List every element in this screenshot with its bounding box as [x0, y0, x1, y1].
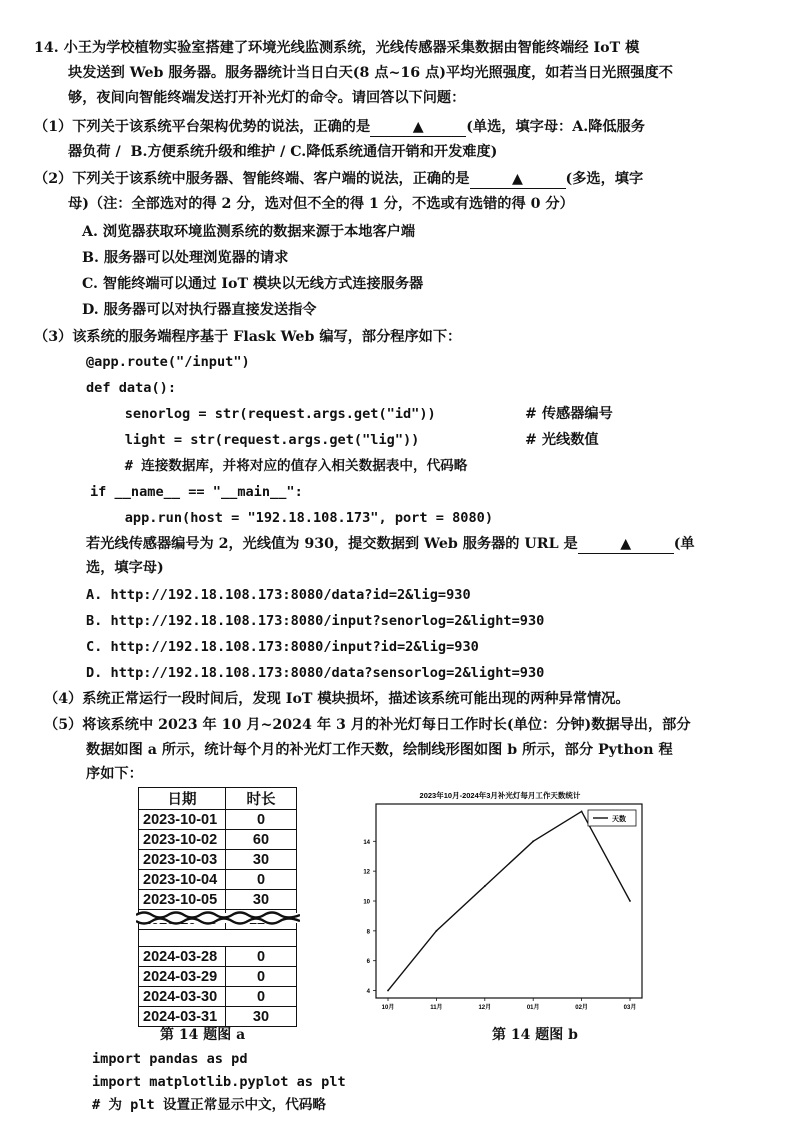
chart-data-point: [484, 885, 486, 887]
q5-line-1: （5）将该系统中 2023 年 10 月~2024 年 3 月的补光灯每日工作时长(单位：分钟)数据导出，部分: [44, 717, 691, 733]
cell-date: 2024-03-30: [139, 987, 226, 1007]
chart-ytick-label: 10: [363, 899, 370, 906]
q2-option-c: C. 智能终端可以通过 IoT 模块以无线方式连接服务器: [82, 276, 424, 292]
code-line-4: light = str(request.args.get("lig")): [92, 432, 420, 448]
q1-answer-blank[interactable]: ▲: [370, 118, 466, 137]
q3-ask-line-2: 选，填字母): [86, 560, 164, 576]
q2-option-d: D. 服务器可以对执行器直接发送指令: [82, 302, 317, 318]
q2-option-a: A. 浏览器获取环境监测系统的数据来源于本地客户端: [82, 224, 416, 240]
q4-text: （4）系统正常运行一段时间后，发现 IoT 模块损坏，描述该系统可能出现的两种异常情况。: [44, 691, 630, 707]
chart-plot-frame: [376, 804, 642, 998]
cell-duration: 0: [226, 870, 297, 890]
chart-data-point: [581, 811, 583, 813]
table-row: [139, 890, 297, 910]
question-line-3: 够，夜间向智能终端发送打开补光灯的命令。请回答以下问题：: [68, 90, 466, 106]
q3-intro: （3）该系统的服务端程序基于 Flask Web 编写，部分程序如下：: [34, 329, 462, 345]
q3-option-c: C. http://192.18.108.173:8080/input?id=2&lig=930: [86, 639, 479, 655]
table-header-row: [139, 788, 297, 810]
code-tail-line-1: import pandas as pd: [92, 1051, 248, 1067]
table-header-date: 日期: [139, 788, 226, 810]
chart-xtick-label: 12月: [478, 1005, 492, 1011]
code-comment-sensor: # 传感器编号: [525, 406, 613, 422]
chart-xtick-label: 11月: [430, 1005, 443, 1011]
q1-line-2: 器负荷 / B.方便系统升级和维护 / C.降低系统通信开销和开发难度): [68, 144, 498, 160]
cell-duration: 0: [226, 810, 297, 830]
cell-duration: 30: [226, 890, 297, 910]
code-line-7: app.run(host = "192.18.108.173", port = 8080): [92, 510, 494, 526]
q3-ask-text: 若光线传感器编号为 2，光线值为 930，提交数据到 Web 服务器的 URL 是: [86, 536, 578, 552]
line-chart: [350, 782, 650, 1016]
table-row: [139, 947, 297, 967]
q5-line-3: 序如下：: [86, 766, 143, 782]
figure-a-caption: 第 14 题图 a: [160, 1027, 246, 1043]
code-tail-line-2: import matplotlib.pyplot as plt: [92, 1074, 346, 1090]
chart-legend: [588, 810, 636, 826]
chart-xtick-label: 03月: [623, 1005, 637, 1011]
chart-series-line: [388, 811, 630, 990]
q3-option-a: A. http://192.18.108.173:8080/data?id=2&lig=930: [86, 587, 471, 603]
q2-line: [34, 169, 643, 189]
chart-xtick-label: 10月: [381, 1005, 395, 1011]
table-row: [139, 987, 297, 1007]
chart-legend-label: 天数: [612, 816, 626, 823]
table-row: [139, 850, 297, 870]
cell-duration: 60: [226, 830, 297, 850]
q2-option-b: B. 服务器可以处理浏览器的请求: [82, 250, 289, 266]
cell-date: 2024-03-29: [139, 967, 226, 987]
cell-date: 2024-03-31: [139, 1007, 226, 1027]
duration-table: [138, 787, 297, 1027]
q1-line: [34, 117, 645, 137]
code-line-1: @app.route("/input"): [86, 354, 250, 370]
table-header-duration: 时长: [226, 788, 297, 810]
q2-hint: (多选，填字: [565, 171, 644, 187]
cell-date: 2023-10-04: [139, 870, 226, 890]
chart-xtick-label: 02月: [575, 1005, 588, 1011]
question-line-2: 块发送到 Web 服务器。服务器统计当日白天(8 点~16 点)平均光照强度，如若当日光照强度不: [68, 65, 673, 81]
cell-date: 2024-03-28: [139, 947, 226, 967]
cell-date: 2023-10-03: [139, 850, 226, 870]
code-line-6: if __name__ == "__main__":: [90, 484, 303, 500]
chart-ytick-label: 4: [366, 989, 370, 996]
table-row: [139, 870, 297, 890]
cell-duration: 0: [226, 987, 297, 1007]
table-break-mark: [136, 909, 300, 927]
chart-ytick-label: 12: [363, 869, 370, 876]
cell-date: 2023-10-05: [139, 890, 226, 910]
code-line-5: # 连接数据库，并将对应的值存入相关数据表中，代码略: [92, 458, 468, 474]
q3-ask: [86, 534, 695, 554]
q2-line-2: 母)（注：全部选对的得 2 分，选对但不全的得 1 分，不选或有选错的得 0 分）: [68, 196, 574, 212]
code-comment-light: # 光线数值: [525, 432, 599, 448]
table-gap-row: [139, 930, 297, 947]
q3-option-b: B. http://192.18.108.173:8080/input?senorlog=2&light=930: [86, 613, 545, 629]
cell-duration: 0: [226, 947, 297, 967]
table-row: [139, 810, 297, 830]
chart-ytick-label: 8: [366, 929, 370, 936]
chart-data-point: [532, 840, 534, 842]
q2-text: （2）下列关于该系统中服务器、智能终端、客户端的说法，正确的是: [34, 171, 470, 187]
q2-answer-blank[interactable]: ▲: [470, 170, 566, 189]
cell-duration: 30: [226, 1007, 297, 1027]
q3-ask-hint: (单: [673, 536, 695, 552]
cell-duration: 0: [226, 967, 297, 987]
chart-ytick-label: 14: [363, 839, 370, 846]
cell-date: 2023-10-02: [139, 830, 226, 850]
chart-title: 2023年10月-2024年3月补光灯每月工作天数统计: [419, 791, 581, 800]
chart-data-point: [629, 900, 631, 902]
q3-answer-blank[interactable]: ▲: [578, 535, 674, 554]
code-line-3: senorlog = str(request.args.get("id")): [92, 406, 436, 422]
cell-date: 2023-10-01: [139, 810, 226, 830]
code-line-2: def data():: [86, 380, 177, 396]
question-line-1: 14. 小王为学校植物实验室搭建了环境光线监测系统，光线传感器采集数据由智能终端经 IoT 模: [34, 40, 640, 56]
chart-data-point: [387, 990, 389, 992]
chart-xtick-label: 01月: [526, 1005, 540, 1011]
table-row: [139, 967, 297, 987]
q1-text: （1）下列关于该系统平台架构优势的说法，正确的是: [34, 119, 371, 135]
cell-duration: 30: [226, 850, 297, 870]
table-row: [139, 830, 297, 850]
chart-data-point: [436, 930, 438, 932]
q5-line-2: 数据如图 a 所示，统计每个月的补光灯工作天数，绘制线形图如图 b 所示，部分 Python 程: [86, 742, 673, 758]
figure-b-caption: 第 14 题图 b: [492, 1027, 578, 1043]
q1-hint: (单选，填字母：A.降低服务: [466, 119, 645, 135]
q3-option-d: D. http://192.18.108.173:8080/data?sensorlog=2&light=930: [86, 665, 545, 681]
chart-ytick-label: 6: [366, 959, 370, 966]
code-tail-line-3: # 为 plt 设置正常显示中文，代码略: [92, 1097, 327, 1113]
